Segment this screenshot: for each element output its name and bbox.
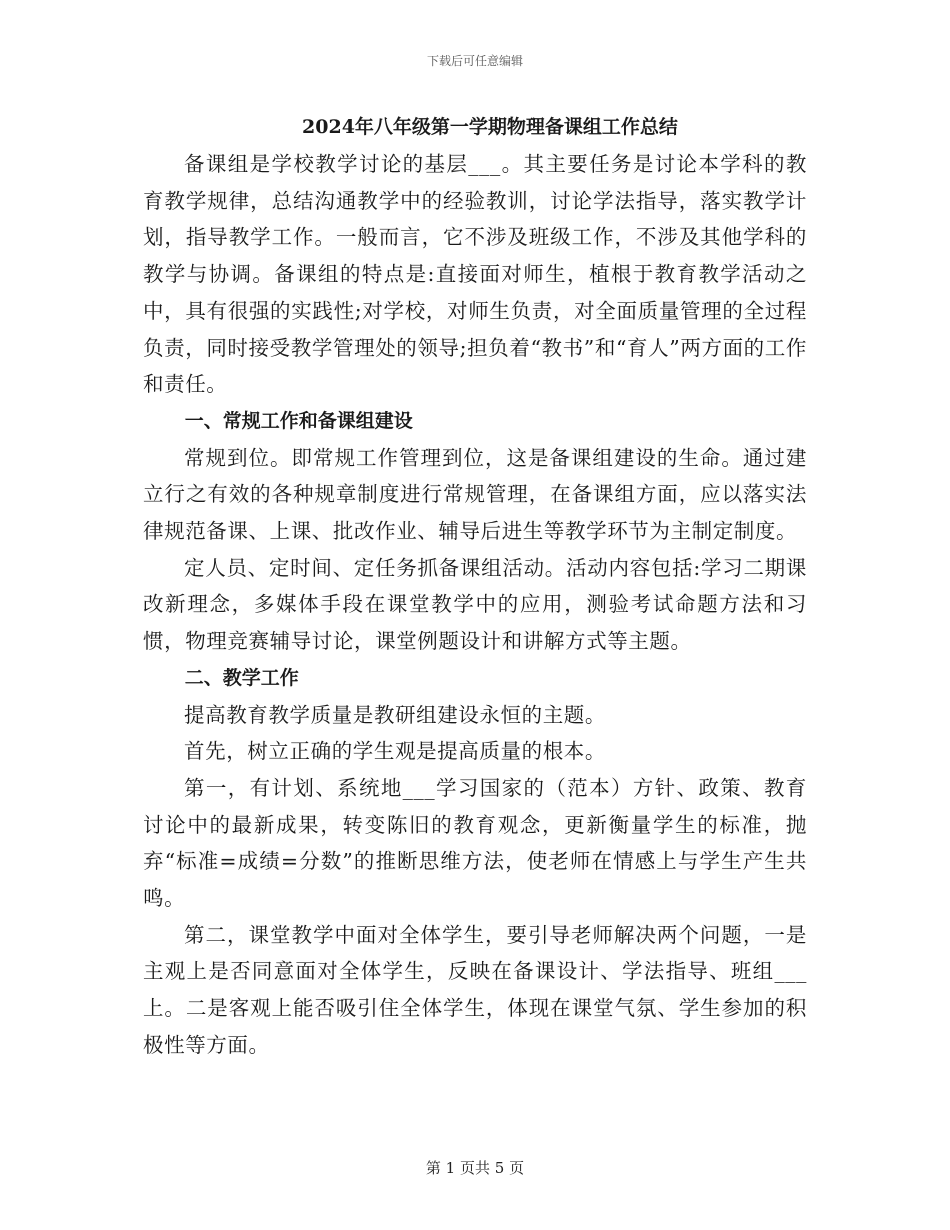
section-heading-2: 二、教学工作 — [184, 666, 299, 689]
paragraph-point-two: 第二，课堂教学中面对全体学生，要引导老师解决两个问题，一是主观上是否同意面对全体学生，反映在备课设计、学法指导、班组___上。二是客观上能否吸引住全体学生，体现在课堂气氛、学生参加的积极性等方面。 — [143, 922, 807, 1057]
paragraph-activities: 定人员、定时间、定任务抓备课组活动。活动内容包括:学习二期课改新理念，多媒体手段在课堂教学中的应用，测验考试命题方法和习惯，物理竞赛辅导讨论，课堂例题设计和讲解方式等主题。 — [143, 555, 807, 654]
header-note: 下载后可任意编辑 — [426, 54, 523, 68]
paragraph-quality: 提高教育教学质量是教研组建设永恒的主题。 — [184, 702, 606, 727]
paragraph-routine: 常规到位。即常规工作管理到位，这是备课组建设的生命。通过建立行之有效的各种规章制度进行常规管理，在备课组方面，应以落实法律规范备课、上课、批改作业、辅导后进生等教学环节为主制定制度。 — [143, 445, 807, 544]
paragraph-first: 首先，树立正确的学生观是提高质量的根本。 — [184, 739, 606, 764]
paragraph-point-one: 第一，有计划、系统地___学习国家的（范本）方针、政策、教育讨论中的最新成果，转变陈旧的教育观念，更新衡量学生的标准，抛弃“标准=成绩=分数”的推断思维方法，使老师在情感上与学生产生共鸣。 — [143, 775, 807, 911]
section-heading-1: 一、常规工作和备课组建设 — [184, 409, 413, 432]
paragraph-intro: 备课组是学校教学讨论的基层___。其主要任务是讨论本学科的教育教学规律，总结沟通教学中的经验教训，讨论学法指导，落实教学计划，指导教学工作。一般而言，它不涉及班级工作，不涉及其他学科的教学与协调。备课组的特点是:直接面对师生，植根于教育教学活动之中，具有很强的实践性;对学校，对师生负责，对全面质量管理的全过程负责，同时接受教学管理处的领导;担负着“教书”和“育人”两方面的工作和责任。 — [143, 152, 807, 397]
document-title: 2024年八年级第一学期物理备课组工作总结 — [302, 116, 678, 138]
page-footer: 第 1 页共 5 页 — [425, 1159, 525, 1177]
document-body — [143, 112, 807, 1064]
